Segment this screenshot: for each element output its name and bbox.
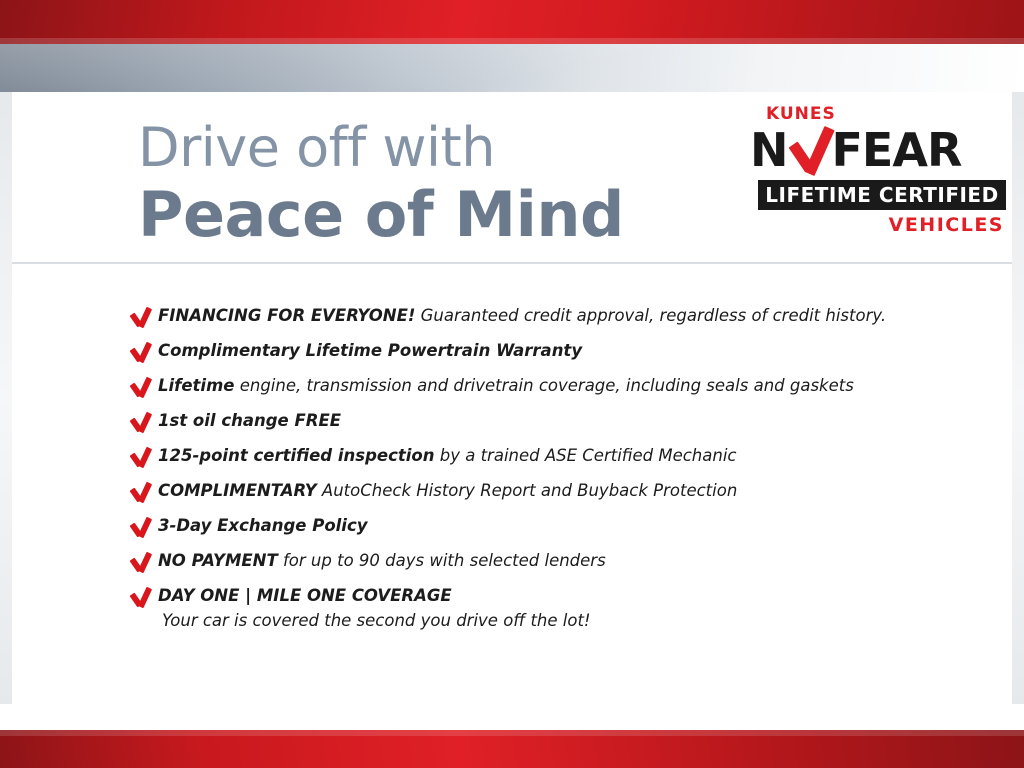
benefit-text-group	[158, 586, 591, 630]
logo-brand-kunes: KUNES	[766, 104, 836, 124]
benefit-subtext: Your car is covered the second you drive off the lot!	[162, 610, 591, 630]
bottom-grey-stripe	[0, 704, 1024, 730]
headline-line-2: Peace of Mind	[138, 177, 624, 251]
checkmark-icon	[130, 448, 152, 468]
benefit-text	[158, 341, 582, 362]
benefit-text	[158, 516, 368, 537]
list-item	[130, 376, 960, 398]
benefit-normal: AutoCheck History Report and Buyback Protection	[316, 481, 738, 500]
kunes-no-fear-logo	[750, 104, 1008, 254]
benefit-bold: NO PAYMENT	[158, 551, 278, 570]
benefit-text	[158, 306, 886, 327]
logo-wordmark	[750, 124, 1008, 176]
list-item	[130, 306, 960, 328]
list-item	[130, 446, 960, 468]
benefits-list	[130, 306, 960, 630]
top-grey-stripe	[0, 44, 1024, 92]
benefit-bold: 1st oil change FREE	[158, 411, 341, 430]
logo-vehicles-label: VEHICLES	[888, 214, 1004, 236]
benefit-normal: engine, transmission and drivetrain coverage, including seals and gaskets	[234, 376, 854, 395]
benefit-text	[158, 551, 606, 572]
benefit-text	[158, 446, 736, 467]
checkmark-icon	[130, 553, 152, 573]
checkmark-icon	[130, 518, 152, 538]
benefit-normal: for up to 90 days with selected lenders	[277, 551, 606, 570]
checkmark-icon	[130, 378, 152, 398]
list-item	[130, 481, 960, 503]
right-edge-accent	[1012, 92, 1024, 704]
bottom-red-stripe	[0, 730, 1024, 768]
logo-lifetime-certified-bar: LIFETIME CERTIFIED	[758, 180, 1006, 210]
logo-letter-n: N	[750, 123, 788, 177]
checkmark-icon	[130, 483, 152, 503]
checkmark-icon	[130, 308, 152, 328]
checkmark-icon	[130, 343, 152, 363]
checkmark-icon	[130, 588, 152, 608]
list-item	[130, 551, 960, 573]
benefit-bold: 125-point certified inspection	[158, 446, 435, 465]
benefit-normal: Guaranteed credit approval, regardless of credit history.	[415, 306, 887, 325]
top-decorative-band	[0, 0, 1024, 92]
list-item	[130, 341, 960, 363]
bottom-decorative-band	[0, 704, 1024, 768]
benefit-bold: 3-Day Exchange Policy	[158, 516, 368, 535]
headline-line-1: Drive off with	[138, 116, 495, 179]
benefit-bold: Lifetime	[158, 376, 235, 395]
benefit-bold: DAY ONE | MILE ONE COVERAGE	[158, 586, 452, 605]
page-title	[138, 116, 738, 251]
header-divider	[12, 262, 1012, 264]
benefit-normal: by a trained ASE Certified Mechanic	[434, 446, 737, 465]
benefit-text	[158, 586, 452, 605]
benefit-bold: COMPLIMENTARY	[158, 481, 317, 500]
list-item	[130, 411, 960, 433]
red-checkmark-icon	[788, 130, 832, 176]
checkmark-icon	[130, 413, 152, 433]
benefit-text	[158, 411, 341, 432]
logo-word-fear: FEAR	[831, 123, 962, 177]
benefit-text	[158, 376, 854, 397]
benefit-bold: Complimentary Lifetime Powertrain Warranty	[158, 341, 583, 360]
top-red-stripe	[0, 0, 1024, 44]
benefit-bold: FINANCING FOR EVERYONE!	[158, 306, 416, 325]
list-item	[130, 516, 960, 538]
left-edge-accent	[0, 92, 12, 704]
list-item	[130, 586, 960, 630]
benefit-text	[158, 481, 737, 502]
